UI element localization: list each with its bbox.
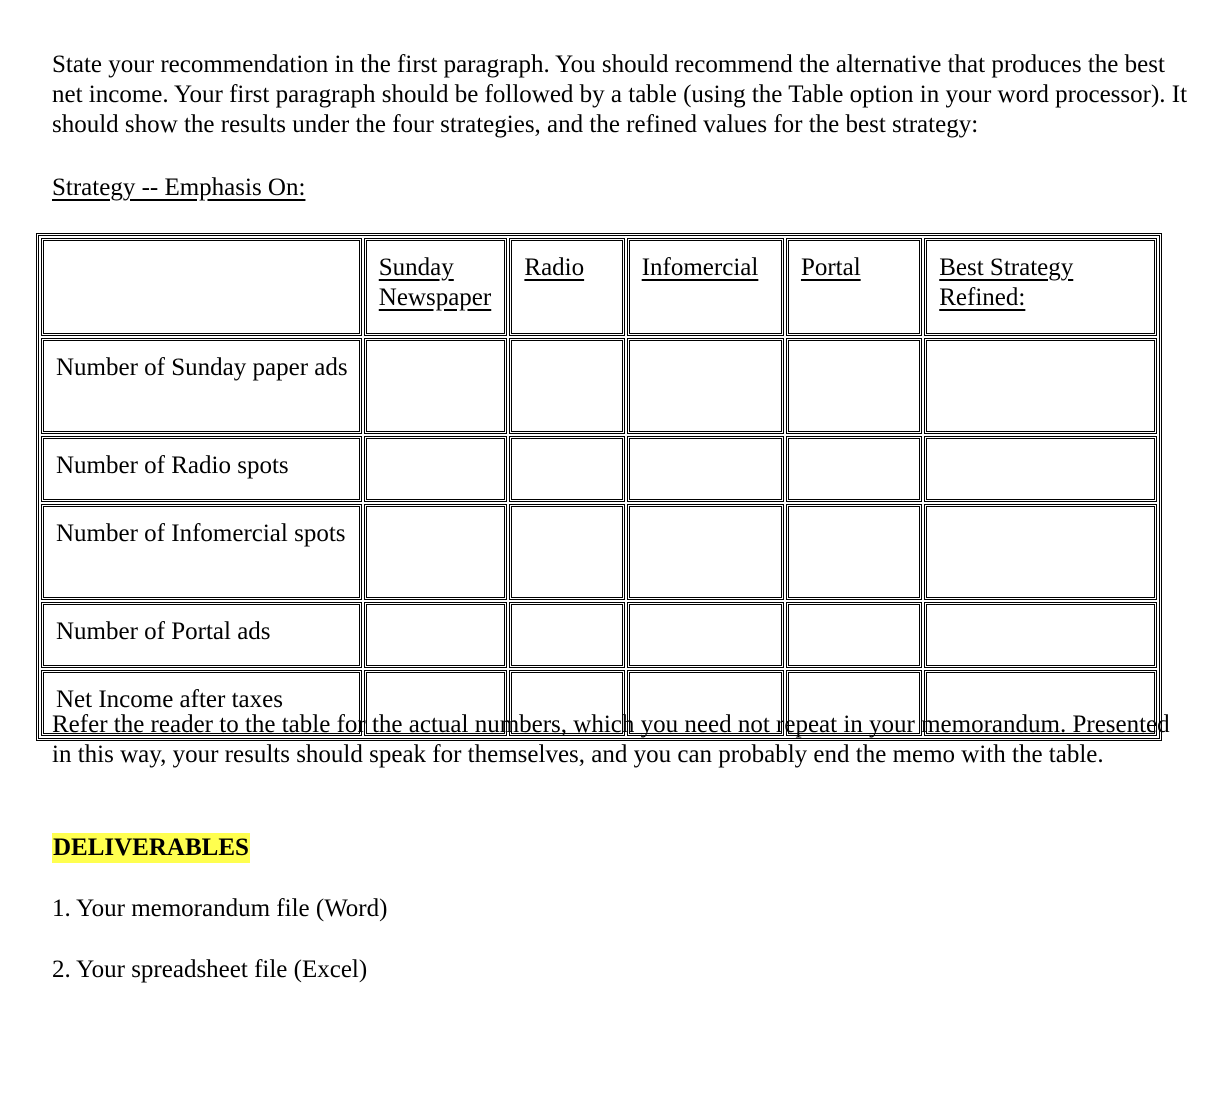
column-header-sunday-newspaper: Sunday Newspaper xyxy=(364,238,508,336)
document-page xyxy=(52,50,1192,983)
header-empty-cell xyxy=(41,238,362,336)
table-cell xyxy=(924,338,1157,434)
table-cell xyxy=(364,338,508,434)
intro-paragraph: State your recommendation in the first paragraph. You should recommend the alternative that produces the best net income. Your first paragraph should be followed by a table (using the Table option in your word processor). It should show the results under the four strategies, and the refined values for the best strategy: xyxy=(52,51,1188,138)
deliverables-heading: DELIVERABLES xyxy=(53,834,249,861)
table-cell xyxy=(364,504,508,600)
column-header-best-strategy-refined: Best Strategy Refined: xyxy=(924,238,1157,336)
row-label-portal-ads: Number of Portal ads xyxy=(41,602,362,668)
table-cell xyxy=(786,338,922,434)
table-cell xyxy=(786,504,922,600)
table-cell xyxy=(364,602,508,668)
table-cell xyxy=(924,436,1157,502)
table-cell xyxy=(786,436,922,502)
strategy-heading-colon: : xyxy=(298,174,306,201)
table-cell xyxy=(627,602,784,668)
deliverable-item-spreadsheet: 2. Your spreadsheet file (Excel) xyxy=(52,956,368,983)
table-cell xyxy=(364,436,508,502)
table-cell xyxy=(627,436,784,502)
table-row xyxy=(41,602,1157,668)
column-header-infomercial: Infomercial xyxy=(627,238,784,336)
column-header-radio: Radio xyxy=(509,238,624,336)
row-label-net-income: Net Income after taxes xyxy=(41,670,362,736)
table-cell xyxy=(627,504,784,600)
row-label-radio-spots: Number of Radio spots xyxy=(41,436,362,502)
table-cell xyxy=(924,504,1157,600)
strategy-heading xyxy=(52,173,305,203)
table-cell xyxy=(627,338,784,434)
table-cell xyxy=(509,338,624,434)
strategy-heading-text: Strategy -- Emphasis On xyxy=(52,174,299,201)
table-row xyxy=(41,504,1157,600)
strategy-table xyxy=(36,233,1162,741)
table-row xyxy=(41,436,1157,502)
deliverable-item-memorandum: 1. Your memorandum file (Word) xyxy=(52,895,388,922)
row-label-infomercial-spots: Number of Infomercial spots xyxy=(41,504,362,600)
table-cell xyxy=(786,602,922,668)
table-cell xyxy=(924,602,1157,668)
table-cell xyxy=(509,504,624,600)
column-header-portal: Portal xyxy=(786,238,922,336)
table-cell xyxy=(509,602,624,668)
table-header-row xyxy=(41,238,1157,336)
table-cell xyxy=(509,436,624,502)
row-label-sunday-paper-ads: Number of Sunday paper ads xyxy=(41,338,362,434)
table-row xyxy=(41,338,1157,434)
outro-paragraph: Refer the reader to the table for the actual numbers, which you need not repeat in your memorandum. Presented in this way, your results should speak for themselves, and you can probably end the memo with the table. xyxy=(52,711,1170,768)
